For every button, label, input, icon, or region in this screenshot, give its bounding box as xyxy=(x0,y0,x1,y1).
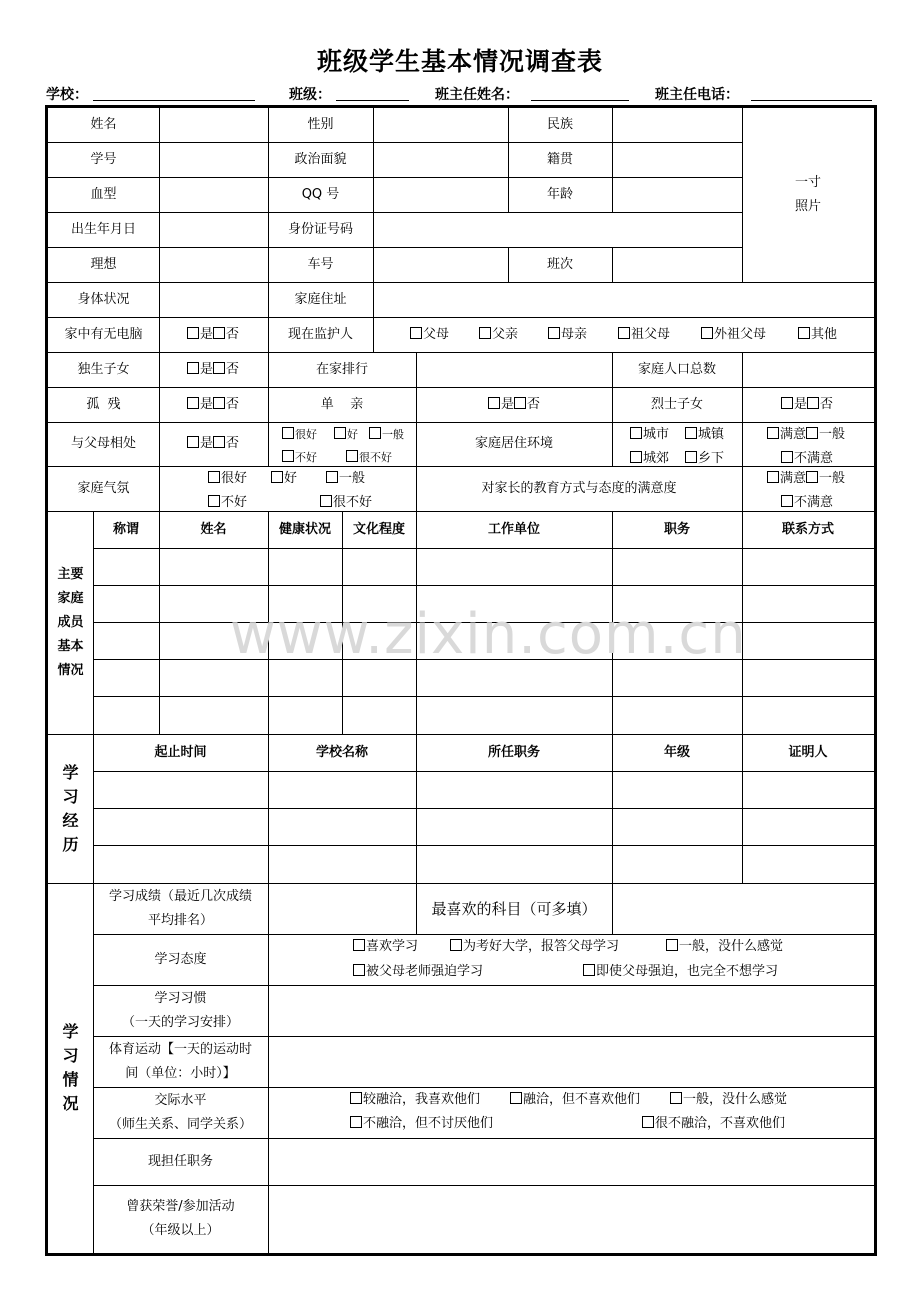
attitude-option-like[interactable]: 喜欢学习 xyxy=(353,939,418,955)
parent-satisfaction-options[interactable]: 满意 一般 xyxy=(767,471,845,487)
guardian-option-father[interactable]: 父亲 xyxy=(479,327,518,343)
relation-option-very-good[interactable]: 很好 xyxy=(282,427,317,443)
habit-field[interactable] xyxy=(268,985,874,1036)
age-field[interactable] xyxy=(612,177,742,212)
table-row[interactable] xyxy=(93,808,874,845)
rank-label: 在家排行 xyxy=(315,361,368,377)
social-option-harmonious[interactable]: 融洽，但不喜欢他们 xyxy=(510,1092,640,1108)
teacher-name-label: 班主任姓名： xyxy=(435,87,519,103)
env-option-town[interactable]: 城镇 xyxy=(685,427,724,443)
mood-option-good[interactable]: 好 xyxy=(271,471,297,487)
checkbox-icon[interactable] xyxy=(334,427,346,439)
members-col-health: 健康状况 xyxy=(278,521,331,537)
checkbox-icon[interactable] xyxy=(353,964,365,976)
attitude-label: 学习态度 xyxy=(154,951,207,967)
atmosphere-label: 家庭气氛 xyxy=(77,480,130,496)
blood-field[interactable] xyxy=(159,177,268,212)
satisfaction-label: 对家长的教育方式与态度的满意度 xyxy=(481,480,677,496)
birth-label: 出生年月日 xyxy=(70,221,136,237)
checkbox-icon[interactable] xyxy=(488,397,500,409)
health-field[interactable] xyxy=(159,282,268,317)
grades-label: 学习成绩（最近几次成绩 平均排名） xyxy=(108,888,252,928)
attitude-option-refuse[interactable]: 即使父母强迫，也完全不想学习 xyxy=(583,964,778,980)
env-satisfaction-unsatisfied[interactable]: 不满意 xyxy=(781,451,833,467)
age-label: 年龄 xyxy=(546,186,573,202)
table-row[interactable] xyxy=(93,771,874,808)
honors-field[interactable] xyxy=(268,1185,874,1253)
checkbox-icon[interactable] xyxy=(326,471,338,483)
checkbox-icon[interactable] xyxy=(806,427,818,439)
only-child-options[interactable]: 是 否 xyxy=(187,362,239,378)
env-option-suburb[interactable]: 城郊 xyxy=(630,451,669,467)
bus-trip-field[interactable] xyxy=(612,247,742,282)
name-field[interactable] xyxy=(159,108,268,142)
political-label: 政治面貌 xyxy=(294,151,347,167)
form-header xyxy=(46,82,874,102)
habit-label: 学习习惯 （一天的学习安排） xyxy=(121,990,239,1030)
checkbox-icon[interactable] xyxy=(510,1092,522,1104)
sport-field[interactable] xyxy=(268,1036,874,1087)
with-parents-options[interactable]: 是 否 xyxy=(187,436,239,452)
relation-option-very-bad[interactable]: 很不好 xyxy=(346,450,392,466)
checkbox-icon[interactable] xyxy=(350,1116,362,1128)
history-col-witness: 证明人 xyxy=(788,744,828,760)
student-no-field[interactable] xyxy=(159,142,268,177)
checkbox-icon[interactable] xyxy=(630,451,642,463)
student-no-label: 学号 xyxy=(90,151,117,167)
social-option-neutral[interactable]: 一般，没什么感觉 xyxy=(670,1092,787,1108)
only-child-label: 独生子女 xyxy=(77,361,130,377)
social-label: 交际水平 （师生关系、同学关系） xyxy=(108,1092,252,1132)
checkbox-icon[interactable] xyxy=(282,427,294,439)
bus-no-field[interactable] xyxy=(373,247,508,282)
qq-label: QQ 号 xyxy=(301,186,340,202)
checkbox-icon[interactable] xyxy=(583,964,595,976)
status-section-label: 学 习 情 况 xyxy=(62,1022,79,1113)
attitude-option-college[interactable]: 为考好大学，报答父母学习 xyxy=(450,939,619,955)
living-env-label: 家庭居住环境 xyxy=(474,436,553,451)
rank-field[interactable] xyxy=(416,352,612,387)
checkbox-icon[interactable] xyxy=(450,939,462,951)
martyr-options[interactable]: 是 否 xyxy=(781,397,833,413)
checkbox-icon[interactable] xyxy=(701,327,713,339)
birth-field[interactable] xyxy=(159,212,268,247)
ideal-field[interactable] xyxy=(159,247,268,282)
checkbox-icon[interactable] xyxy=(320,495,332,507)
checkbox-icon[interactable] xyxy=(208,495,220,507)
favorite-label: 最喜欢的科目（可多填） xyxy=(431,899,597,918)
school-field[interactable] xyxy=(93,100,255,101)
relation-option-good[interactable]: 好 xyxy=(334,427,358,443)
class-label: 班级： xyxy=(289,87,331,103)
checkbox-icon[interactable] xyxy=(642,1116,654,1128)
page-title: 班级学生基本情况调查表 xyxy=(316,47,603,76)
ethnicity-label: 民族 xyxy=(546,117,573,132)
position-label: 现担任职务 xyxy=(147,1153,213,1169)
position-field[interactable] xyxy=(268,1138,874,1185)
bus-trip-label: 班次 xyxy=(546,256,573,272)
mood-option-average[interactable]: 一般 xyxy=(326,471,365,487)
checkbox-icon[interactable] xyxy=(479,327,491,339)
honors-label: 曾获荣誉/参加活动 （年级以上） xyxy=(126,1199,235,1238)
parent-satisfaction-unsatisfied[interactable]: 不满意 xyxy=(781,495,833,511)
social-option-very-not-harmonious[interactable]: 很不融洽，不喜欢他们 xyxy=(642,1116,785,1132)
native-place-label: 籍贯 xyxy=(546,151,573,167)
checkbox-icon[interactable] xyxy=(685,451,697,463)
ethnicity-field[interactable] xyxy=(612,108,742,142)
checkbox-icon[interactable] xyxy=(410,327,422,339)
orphan-label: 孤 残 xyxy=(86,396,121,412)
checkbox-icon[interactable] xyxy=(781,495,793,507)
single-parent-options[interactable]: 是 否 xyxy=(488,397,540,413)
checkbox-icon[interactable] xyxy=(208,471,220,483)
env-option-countryside[interactable]: 乡下 xyxy=(685,451,724,467)
relation-option-bad[interactable]: 不好 xyxy=(282,450,317,466)
address-label: 家庭住址 xyxy=(294,291,347,307)
checkbox-icon[interactable] xyxy=(548,327,560,339)
grades-field[interactable] xyxy=(268,883,416,934)
checkbox-icon[interactable] xyxy=(187,362,199,374)
health-label: 身体状况 xyxy=(77,291,130,307)
checkbox-icon[interactable] xyxy=(187,436,199,448)
social-option-not-harmonious[interactable]: 不融洽，但不讨厌他们 xyxy=(350,1116,493,1132)
checkbox-icon[interactable] xyxy=(350,1092,362,1104)
id-no-field[interactable] xyxy=(373,212,742,247)
teacher-phone-field[interactable] xyxy=(751,100,872,101)
history-col-period: 起止时间 xyxy=(154,744,207,760)
checkbox-icon[interactable] xyxy=(618,327,630,339)
checkbox-icon[interactable] xyxy=(685,427,697,439)
history-section-label: 学 习 经 历 xyxy=(62,762,79,854)
blood-label: 血型 xyxy=(90,186,117,202)
checkbox-icon[interactable] xyxy=(271,471,283,483)
checkbox-icon[interactable] xyxy=(282,450,294,462)
checkbox-icon[interactable] xyxy=(187,327,199,339)
computer-options[interactable]: 是 否 xyxy=(187,327,239,343)
mood-option-bad[interactable]: 不好 xyxy=(208,495,247,511)
photo-label-line1: 一寸 xyxy=(794,175,821,190)
gender-label: 性别 xyxy=(307,117,334,132)
photo-placeholder[interactable] xyxy=(742,108,874,282)
members-col-workplace: 工作单位 xyxy=(487,521,540,537)
checkbox-icon[interactable] xyxy=(369,427,381,439)
name-label: 姓名 xyxy=(90,117,117,132)
guardian-label: 现在监护人 xyxy=(287,326,353,342)
guardian-option-mother[interactable]: 母亲 xyxy=(548,327,587,343)
checkbox-icon[interactable] xyxy=(213,327,225,339)
teacher-name-field[interactable] xyxy=(531,100,629,101)
orphan-options[interactable]: 是 否 xyxy=(187,397,239,413)
checkbox-icon[interactable] xyxy=(630,427,642,439)
checkbox-icon[interactable] xyxy=(213,436,225,448)
members-col-contact: 联系方式 xyxy=(781,521,834,537)
guardian-option-grandparents[interactable]: 祖父母 xyxy=(618,327,670,343)
checkbox-icon[interactable] xyxy=(670,1092,682,1104)
political-field[interactable] xyxy=(373,142,508,177)
checkbox-icon[interactable] xyxy=(213,362,225,374)
members-col-position: 职务 xyxy=(663,521,690,537)
history-col-school: 学校名称 xyxy=(315,744,368,760)
guardian-option-other[interactable]: 其他 xyxy=(798,327,837,343)
checkbox-icon[interactable] xyxy=(807,397,819,409)
family-count-label: 家庭人口总数 xyxy=(637,361,716,377)
address-field[interactable] xyxy=(373,282,874,317)
family-count-field[interactable] xyxy=(742,352,874,387)
checkbox-icon[interactable] xyxy=(798,327,810,339)
survey-table xyxy=(45,105,877,1256)
attitude-option-forced[interactable]: 被父母老师强迫学习 xyxy=(353,964,483,980)
mood-option-very-good[interactable]: 很好 xyxy=(208,471,247,487)
members-section-label: 主要 家庭 成员 基本 情况 xyxy=(57,566,84,678)
qq-field[interactable] xyxy=(373,177,508,212)
school-label: 学校： xyxy=(46,87,88,103)
gender-field[interactable] xyxy=(373,108,508,142)
class-field[interactable] xyxy=(336,100,409,101)
watermark: www.zixin.com.cn xyxy=(230,602,747,667)
single-parent-label: 单 亲 xyxy=(320,396,364,412)
checkbox-icon[interactable] xyxy=(781,451,793,463)
favorite-field[interactable] xyxy=(612,883,874,934)
history-col-role: 所任职务 xyxy=(487,744,540,760)
env-option-city[interactable]: 城市 xyxy=(630,427,669,443)
members-col-title: 称谓 xyxy=(112,521,139,537)
computer-label: 家中有无电脑 xyxy=(64,326,143,342)
checkbox-icon[interactable] xyxy=(213,397,225,409)
checkbox-icon[interactable] xyxy=(767,471,779,483)
env-satisfaction-options[interactable]: 满意 一般 xyxy=(767,427,845,443)
table-row[interactable] xyxy=(93,548,874,585)
attitude-option-neutral[interactable]: 一般，没什么感觉 xyxy=(666,939,783,955)
members-col-name: 姓名 xyxy=(200,521,227,537)
checkbox-icon[interactable] xyxy=(346,450,358,462)
bus-no-label: 车号 xyxy=(307,256,334,272)
guardian-option-parents[interactable]: 父母 xyxy=(410,327,449,343)
checkbox-icon[interactable] xyxy=(187,397,199,409)
relation-option-average[interactable]: 一般 xyxy=(369,427,404,443)
members-col-education: 文化程度 xyxy=(352,521,405,537)
history-col-grade: 年级 xyxy=(663,744,690,760)
checkbox-icon[interactable] xyxy=(666,939,678,951)
sport-label: 体育运动【一天的运动时 间（单位：小时）】 xyxy=(108,1041,252,1081)
martyr-label: 烈士子女 xyxy=(650,396,703,412)
checkbox-icon[interactable] xyxy=(781,397,793,409)
checkbox-icon[interactable] xyxy=(806,471,818,483)
teacher-phone-label: 班主任电话： xyxy=(655,87,739,103)
table-row[interactable] xyxy=(93,696,874,734)
native-place-field[interactable] xyxy=(612,142,742,177)
checkbox-icon[interactable] xyxy=(353,939,365,951)
ideal-label: 理想 xyxy=(90,256,117,272)
id-no-label: 身份证号码 xyxy=(287,221,353,237)
mood-option-very-bad[interactable]: 很不好 xyxy=(320,495,372,511)
checkbox-icon[interactable] xyxy=(767,427,779,439)
guardian-option-maternal-grandparents[interactable]: 外祖父母 xyxy=(701,327,766,343)
checkbox-icon[interactable] xyxy=(514,397,526,409)
photo-label-line2: 照片 xyxy=(794,199,821,214)
table-row[interactable] xyxy=(93,845,874,883)
with-parents-label: 与父母相处 xyxy=(70,436,136,451)
social-option-harmonious-like[interactable]: 较融洽，我喜欢他们 xyxy=(350,1092,480,1108)
